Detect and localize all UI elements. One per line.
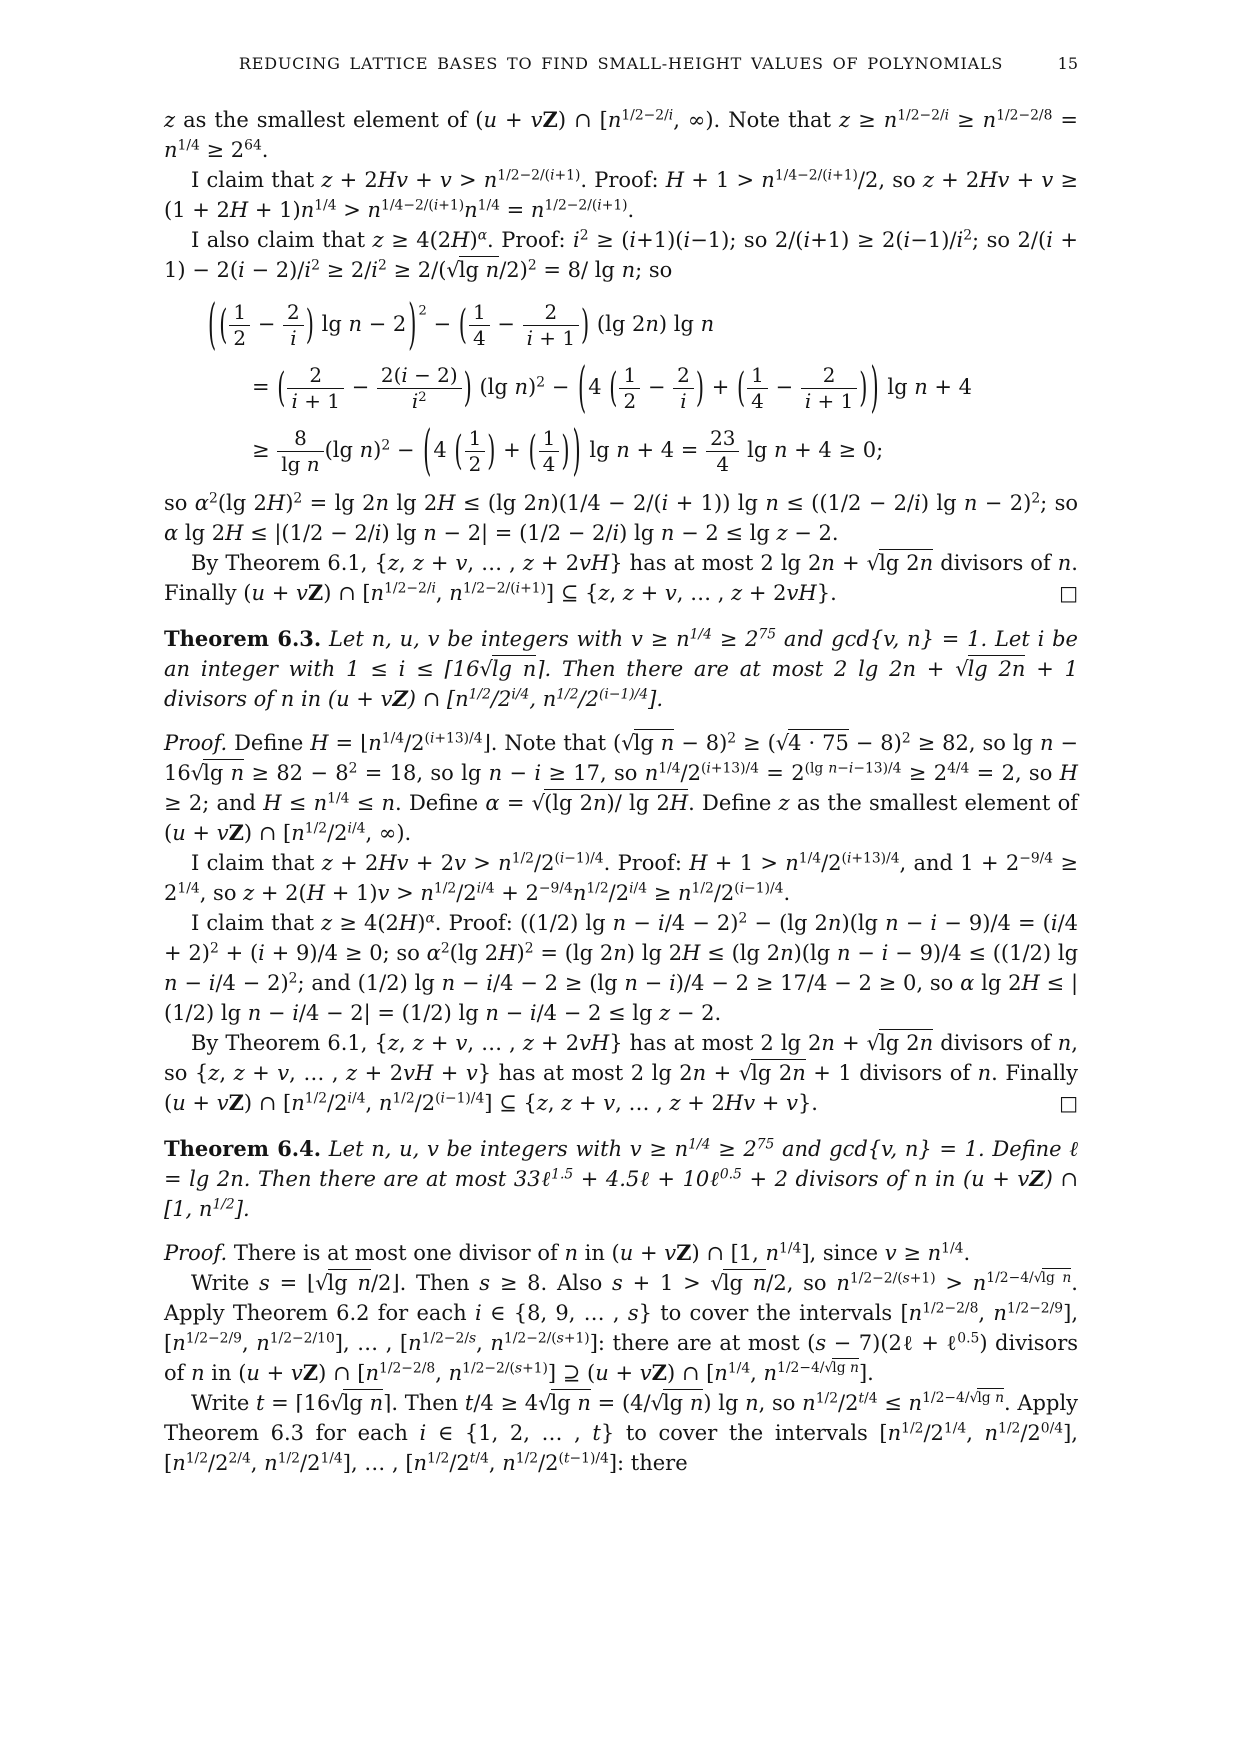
equation-line-1: ( ( $\frac{1}{2}$ − $\frac{2}{i}$ ) lg n − 2) $^2$ − ( $\frac{1}{4}$ − $\frac{2}{i + 1}$ ) (lg 2n) lg n bbox=[208, 292, 715, 356]
theorem-6-3-label: Theorem 6.3. bbox=[164, 625, 322, 651]
proof-label: Proof. bbox=[164, 730, 228, 755]
paragraph-so-alpha: so $\alpha^2(\lg$ 2H)$^2$ = lg 2n lg 2H ≤ (lg 2n)(1/4 − 2/(i + 1)) lg n ≤ ((1/2 − 2/i) lg n − 2)$^2$; so α lg 2H ≤ |(1/2 − 2/i) lg n − 2| = (1/2 − 2/i) lg n − 2 ≤ lg z − 2. bbox=[164, 490, 1078, 545]
proof-6-3-intro bbox=[164, 728, 1078, 848]
theorem-6-4 bbox=[164, 1134, 1078, 1224]
paragraph-claim-1: I claim that $z + 2Hv + v > n^{1/2-2/(i+1)}$. Proof: $H + 1 > n^{1/4-2/(i+1)}/2$, so $z + 2Hv + v \ge (1 + 2H + 1)n^{1/4} > n^{1/4-2/(i+1)}n^{1/4} = n^{1/2-2/(i+1)}$. bbox=[164, 167, 1078, 222]
proof-6-3-claim-a: I claim that $z + 2Hv + 2v > n^{1/2}/2^{(i-1)/4}$. Proof: $H + 1 > n^{1/4}/2^{(i+13)/4}$, and $1 + 2^{-9/4} \ge 2^{1/4}$, so $z + 2(H + 1)v > n^{1/2}/2^{i/4} + 2^{-9/4}n^{1/2}/2^{i/4} \ge n^{1/2}/2^{(i-1)/4}$. bbox=[164, 850, 1079, 905]
theorem-6-4-label: Theorem 6.4. bbox=[164, 1135, 322, 1161]
proof-6-4-write-s: Write s = ⌊√lg n/2⌋. Then s ≥ 8. Also s + 1 > √lg n/2, so $n^{1/2-2/(s+1)} > n^{1/2-4/√lg n}$. Apply Theorem 6.2 for each i ∈ {8, 9, … , s} to cover the intervals [$n^{1/2-2/8}$, $n^{1/2-2/9}$], [$n^{1/2-2/9}$, $n^{1/2-2/10}$], … , [$n^{1/2-2/s}$, $n^{1/2-2/(s+1)}$]: there are at most (s − 7)(2ℓ + ℓ$^{0.5}$) divisors of n in (u + vZ) ∩ [$n^{1/2-2/8}$, $n^{1/2-2/(s+1)}$] ⊇ (u + vZ) ∩ [$n^{1/4}$, $n^{1/2-4/√lg n}$]. bbox=[164, 1270, 1079, 1385]
proof-6-4-write-t: Write t = ⌈16√lg n⌉. Then t/4 ≥ 4√lg n = (4/√lg n) lg n, so $n^{1/2}/2^{t/4} \le n^{1/2-4/√lg n}$. Apply Theorem 6.3 for each i ∈ {1, 2, … , t} to cover the intervals [$n^{1/2}/2^{1/4}$, $n^{1/2}/2^{0/4}$], [$n^{1/2}/2^{2/4}$, $n^{1/2}/2^{1/4}$], … , [$n^{1/2}/2^{t/4}$, $n^{1/2}/2^{(t-1)/4}$]: there bbox=[164, 1390, 1079, 1475]
theorem-6-3-text: Let n, u, v be integers with $v \ge n^{1/4} \ge 2^{75}$ and gcd{v, n} = 1. Let i be an integer with 1 ≤ i ≤ ⌈16√lg n⌉. Then there are at most 2 lg 2n + √lg 2n + 1 divisors of n in (u + vZ) ∩ [$n^{1/2}/2^{i/4}$, $n^{1/2}/2^{(i-1)/4}$]. bbox=[164, 626, 1078, 711]
theorem-6-3 bbox=[164, 624, 1078, 714]
display-equation bbox=[164, 292, 1078, 482]
equation-line-2: = ( $\frac{2}{i + 1}$ − $\frac{2(i - 2)}{i^2}$ ) (lg n)$^2$ − (4 ( $\frac{1}{2}$ − $\frac{2}{i}$ ) + ( $\frac{1}{4}$ − $\frac{2}{i + 1}$ ) ) lg n + 4 bbox=[252, 355, 973, 419]
proof-6-3-finally: By Theorem 6.1, {z, z + v, … , z + 2vH} has at most 2 lg 2n + √lg 2n divisors of n, so {z, z + v, … , z + 2vH + v} has at most 2 lg 2n + √lg 2n + 1 divisors of n. Finally (u + vZ) ∩ [$n^{1/2}/2^{i/4}$, $n^{1/2}/2^{(i-1)/4}$] ⊆ {z, z + v, … , z + 2Hv + v}. □ bbox=[164, 1030, 1078, 1115]
proof-6-3-define: Define $H = ⌊n^{1/4}/2^{(i+13)/4}⌋$. Note that (√lg $n - 8)^2 \ge (√4 \cdot 75 - 8)^2 \ge 82$, so lg n − 16√lg $n \ge 82 - 8^2 = 18$, so lg n − i ≥ 17, so $n^{1/4}/2^{(i+13)/4} = 2^{(lg n-i-13)/4} \ge 2^{4/4} = 2$, so H ≥ 2; and $H \le n^{1/4} \le n$. Define α = √(lg 2n)/ lg 2H. Define z as the smallest element of (u + vZ) ∩ [$n^{1/2}/2^{i/4}$, ∞). bbox=[164, 730, 1079, 845]
proof-6-4-one-divisor: There is at most one divisor of n in (u + vZ) ∩ [1, $n^{1/4}$], since $v \ge n^{1/4}$. bbox=[233, 1239, 971, 1265]
paragraph-claim-2: I also claim that $z \ge 4(2H)^\alpha$. Proof: $i^2 \ge (i+1)(i-1)$; so $2/(i+1) \ge 2(i-1)/i^2$; so $2/(i + 1) - 2(i - 2)/i^2 \ge 2/i^2 \ge 2/(√\lg$ n/2)$^2$ = 8/ lg n; so bbox=[164, 227, 1079, 282]
proof-6-3-claim-b: I claim that $z \ge 4(2H)^\alpha$. Proof: ((1/2) lg n − i/4 − 2)$^2$ − (lg 2n)(lg $n - i - 9)/4 = (i/4 + 2)^2 + (i + 9)/4 \ge 0$; so $\alpha^2(\lg$ 2H)$^2$ = (lg 2n) lg 2H ≤ (lg 2n)(lg n − i − 9)/4 ≤ ((1/2) lg n − i/4 − 2)$^2$; and (1/2) lg n − i/4 − 2 ≥ (lg n − i)/4 − 2 ≥ 17/4 − 2 ≥ 0, so α lg 2H ≤ |(1/2) lg n − i/4 − 2| = (1/2) lg n − i/4 − 2 ≤ lg z − 2. bbox=[164, 910, 1079, 1025]
running-title: REDUCING LATTICE BASES TO FIND SMALL-HEIGHT VALUES OF POLYNOMIALS bbox=[238, 54, 1004, 73]
theorem-6-4-text: Let n, u, v be integers with $v \ge n^{1/4} \ge 2^{75}$ and gcd{v, n} = 1. Define ℓ = lg 2n. Then there are at most 33ℓ$^{1.5}$ + 4.5ℓ + 10ℓ$^{0.5}$ + 2 divisors of n in (u + vZ) ∩ [1, $n^{1/2}$]. bbox=[164, 1136, 1078, 1221]
proof-label: Proof. bbox=[164, 1240, 228, 1265]
paragraph-continuation: z as the smallest element of (u + vZ) ∩ [$n^{1/2-2/i}$, ∞). Note that $z \ge n^{1/2-2/i} \ge n^{1/2-2/8} = n^{1/4} \ge 2^{64}$. bbox=[164, 107, 1079, 162]
paragraph-by-theorem-6-1: By Theorem 6.1, {z, z + v, … , z + 2vH} has at most 2 lg 2n + √lg 2n divisors of n. Finally (u + vZ) ∩ [$n^{1/2-2/i}$, $n^{1/2-2/(i+1)}$] ⊆ {z, z + v, … , z + 2vH}. □ bbox=[164, 550, 1078, 605]
page-number: 15 bbox=[1057, 54, 1078, 73]
running-head bbox=[164, 54, 1078, 73]
equation-line-3: ≥ $\frac{8}{\text{lg n}}$ (lg n)$^2$ − (4 ( $\frac{1}{2}$ ) + ( $\frac{1}{4}$ ) ) lg n + 4 = $\frac{23}{4}$ lg n + 4 ≥ 0; bbox=[252, 418, 884, 482]
proof-6-4-intro bbox=[164, 1238, 1078, 1268]
